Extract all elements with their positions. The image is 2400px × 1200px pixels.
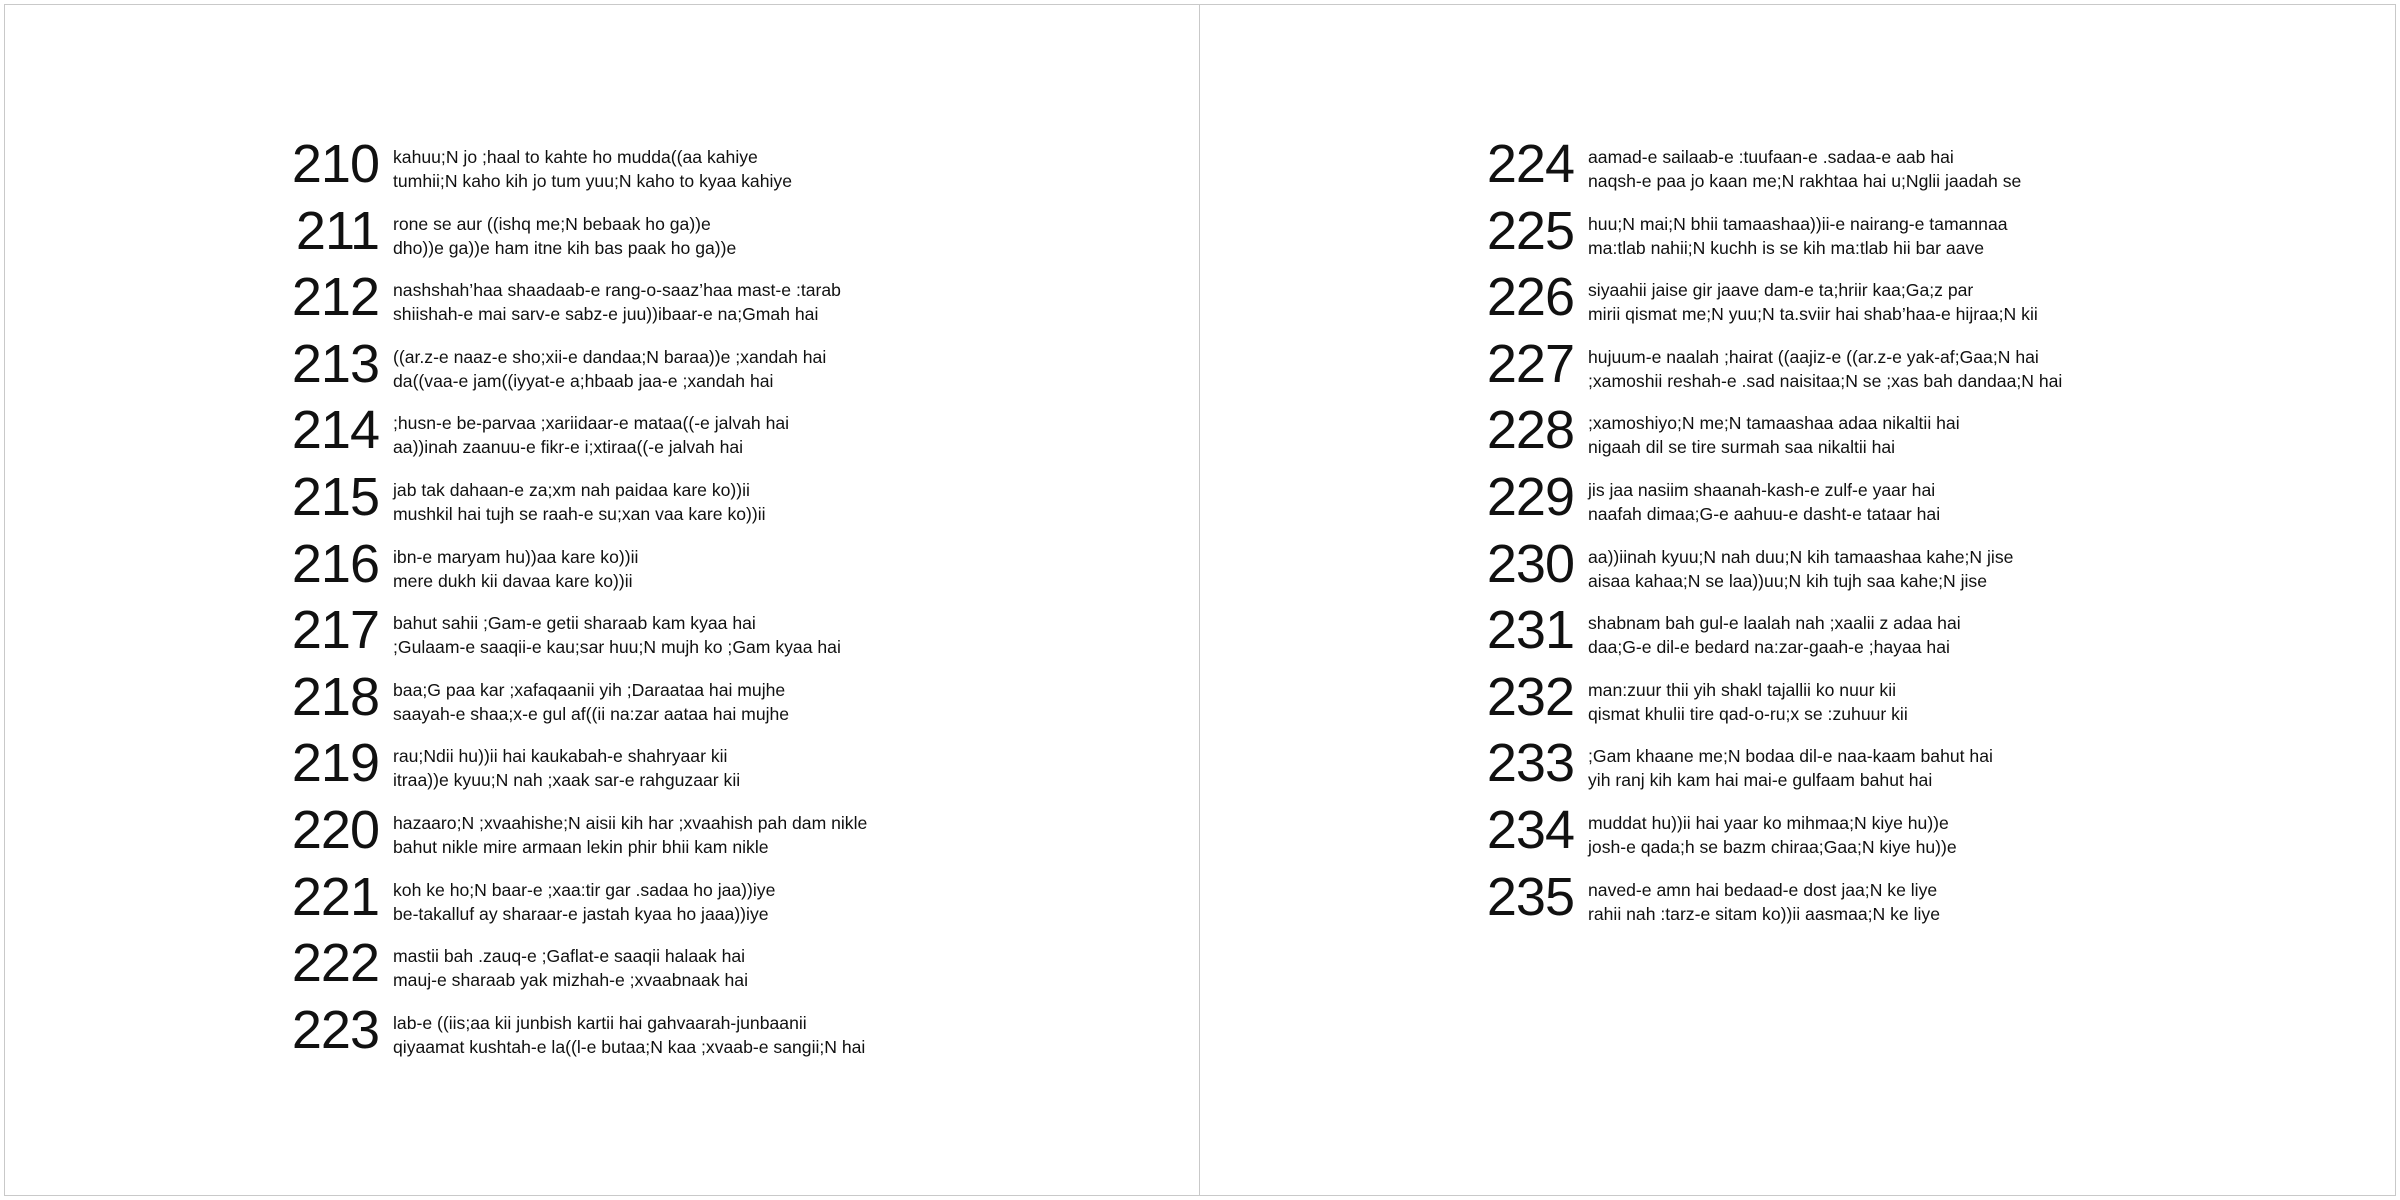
verse-line-1: kahuu;N jo ;haal to kahte ho mudda((aa kahiye [393, 147, 758, 167]
verse-line-2: be-takalluf ay sharaar-e jastah kyaa ho jaaa))iye [393, 903, 769, 924]
verse-line-2: daa;G-e dil-e bedard na:zar-gaah-e ;hayaa hai [1588, 637, 1950, 658]
verse-entry [1480, 600, 2062, 672]
verse-line-1: rau;Ndii hu))ii hai kaukabah-e shahryaar kii [393, 746, 728, 767]
verse-number: 232 [1486, 666, 1574, 727]
verse-line-2: qismat khulii tire qad-o-ru;x se :zuhuur kii [1588, 703, 1908, 724]
verse-entry [1480, 333, 2063, 406]
verse-number: 213 [291, 333, 379, 394]
verse-line-2: mauj-e sharaab yak mizhah-e ;xvaabnaak hai [393, 970, 749, 991]
verse-entry [1480, 733, 2062, 805]
verse-number: 223 [291, 999, 379, 1060]
verse-line-2: tumhii;N kaho kih jo tum yuu;N kaho to kyaa kahiye [393, 171, 792, 191]
verse-line-2: mere dukh kii davaa kare ko))ii [393, 570, 633, 591]
verse-line-1: muddat hu))ii hai yaar ko mihmaa;N kiye hu))e [1588, 812, 1949, 833]
verse-entry [285, 533, 867, 606]
verse-entry [285, 666, 867, 739]
verse-entry [1480, 134, 2062, 206]
verse-entry [285, 799, 868, 872]
verse-line-1: baa;G paa kar ;xafaqaanii yih ;Daraataa hai mujhe [393, 679, 786, 700]
verse-number: 230 [1486, 533, 1574, 594]
verse-number: 215 [291, 466, 379, 527]
verse-line-1: ;xamoshiyo;N me;N tamaashaa adaa nikaltii hai [1588, 413, 1960, 434]
verse-line-1: hujuum-e naalah ;hairat ((aajiz-e ((ar.z-e yak-af;Gaa;N hai [1588, 346, 2039, 367]
verse-line-2: saayah-e shaa;x-e gul af((ii na:zar aataa hai mujhe [393, 703, 790, 724]
verse-number: 210 [291, 134, 379, 194]
verse-entry [1480, 799, 2062, 872]
verse-entry [285, 134, 867, 206]
verse-line-2: ;xamoshii reshah-e .sad naisitaa;N se ;xas bah dandaa;N hai [1588, 370, 2063, 391]
verse-line-2: da((vaa-e jam((iyyat-e a;hbaab jaa-e ;xandah hai [393, 370, 774, 391]
verse-entry [1480, 267, 2062, 339]
left-page [4, 4, 1200, 1196]
verse-line-2: ma:tlab nahii;N kuchh is se kih ma:tlab hii bar aave [1588, 237, 1985, 258]
verse-entry [285, 933, 867, 1005]
verse-line-1: naved-e amn hai bedaad-e dost jaa;N ke liye [1588, 879, 1938, 900]
verse-number: 214 [291, 400, 379, 461]
verse-line-2: josh-e qada;h se bazm chiraa;Gaa;N kiye hu))e [1588, 836, 1957, 857]
verse-entry [1480, 666, 2062, 739]
verse-line-2: mushkil hai tujh se raah-e su;xan vaa kare ko))ii [393, 503, 766, 524]
verse-number: 225 [1486, 200, 1574, 261]
verse-number: 211 [295, 200, 379, 261]
verse-line-2: mirii qismat me;N yuu;N ta.sviir hai shab’haa-e hijraa;N kii [1588, 304, 2038, 325]
verse-number: 226 [1486, 267, 1574, 328]
right-entry-list [1480, 134, 2063, 938]
verse-line-1: shabnam bah gul-e laalah nah ;xaalii z adaa hai [1588, 613, 1961, 634]
verse-line-2: qiyaamat kushtah-e la((l-e butaa;N kaa ;xvaab-e sangii;N hai [393, 1036, 866, 1057]
verse-number: 231 [1486, 600, 1574, 661]
verse-number: 212 [291, 267, 379, 328]
verse-line-2: aa))inah zaanuu-e fikr-e i;xtiraa((-e jalvah hai [393, 437, 744, 458]
verse-number: 227 [1486, 333, 1574, 394]
verse-line-2: aisaa kahaa;N se laa))uu;N kih tujh saa kahe;N jise [1588, 570, 1988, 591]
verse-line-2: rahii nah :tarz-e sitam ko))ii aasmaa;N ke liye [1588, 903, 1940, 924]
verse-number: 219 [291, 733, 379, 794]
verse-entry [1480, 533, 2062, 606]
verse-line-1: man:zuur thii yih shakl tajallii ko nuur kii [1588, 679, 1897, 700]
verse-number: 229 [1486, 466, 1574, 527]
verse-line-2: shiishah-e mai sarv-e sabz-e juu))ibaar-e na;Gmah hai [393, 304, 819, 325]
verse-number: 234 [1486, 799, 1574, 860]
verse-line-1: huu;N mai;N bhii tamaashaa))ii-e nairang-e tamannaa [1588, 213, 2008, 234]
verse-entry [285, 600, 867, 672]
verse-entry [1480, 466, 2062, 539]
verse-line-1: ;Gam khaane me;N bodaa dil-e naa-kaam bahut hai [1588, 746, 1993, 767]
verse-number: 222 [291, 933, 379, 994]
verse-entry [285, 333, 867, 406]
right-page [1199, 4, 2396, 1196]
verse-line-1: bahut sahii ;Gam-e getii sharaab kam kyaa hai [393, 613, 756, 634]
verse-line-2: yih ranj kih kam hai mai-e gulfaam bahut hai [1588, 770, 1933, 791]
verse-line-2: bahut nikle mire armaan lekin phir bhii kam nikle [393, 836, 769, 857]
verse-number: 220 [291, 799, 379, 860]
verse-number: 233 [1486, 733, 1574, 794]
verse-line-1: jab tak dahaan-e za;xm nah paidaa kare ko))ii [393, 479, 750, 500]
verse-number: 224 [1486, 134, 1574, 194]
verse-line-1: mastii bah .zauq-e ;Gaflat-e saaqii halaak hai [393, 946, 746, 967]
verse-line-1: rone se aur ((ishq me;N bebaak ho ga))e [393, 213, 711, 234]
verse-line-2: nigaah dil se tire surmah saa nikaltii hai [1588, 437, 1896, 458]
verse-line-1: hazaaro;N ;xvaahishe;N aisii kih har ;xvaahish pah dam nikle [393, 812, 868, 833]
verse-line-1: jis jaa nasiim shaanah-kash-e zulf-e yaar hai [1588, 479, 1936, 500]
verse-number: 217 [291, 600, 379, 661]
verse-line-1: nashshah’haa shaadaab-e rang-o-saaz’haa mast-e :tarab [393, 280, 841, 301]
verse-entry [1480, 400, 2062, 472]
verse-number: 235 [1486, 866, 1574, 927]
verse-entry [285, 466, 867, 539]
verse-line-1: lab-e ((iis;aa kii junbish kartii hai gahvaarah-junbaanii [393, 1012, 807, 1033]
verse-entry [285, 200, 867, 273]
verse-line-1: ;husn-e be-parvaa ;xariidaar-e mataa((-e jalvah hai [393, 413, 790, 434]
verse-line-1: siyaahii jaise gir jaave dam-e ta;hriir kaa;Ga;z par [1588, 280, 1974, 301]
verse-entry [285, 400, 867, 472]
verse-entry [285, 999, 867, 1072]
verse-line-2: itraa))e kyuu;N nah ;xaak sar-e rahguzaar kii [393, 770, 741, 791]
verse-line-2: naqsh-e paa jo kaan me;N rakhtaa hai u;Nglii jaadah se [1588, 171, 2022, 191]
verse-number: 216 [291, 533, 379, 594]
verse-entry [1480, 866, 2062, 939]
verse-line-2: dho))e ga))e ham itne kih bas paak ho ga))e [393, 237, 737, 258]
verse-entry [285, 733, 867, 805]
verse-line-1: aa))iinah kyuu;N nah duu;N kih tamaashaa kahe;N jise [1588, 546, 2014, 567]
verse-line-2: ;Gulaam-e saaqii-e kau;sar huu;N mujh ko ;Gam kyaa hai [393, 637, 841, 658]
verse-entry [285, 866, 867, 939]
verse-line-1: koh ke ho;N baar-e ;xaa:tir gar .sadaa ho jaa))iye [393, 879, 776, 900]
verse-number: 221 [291, 866, 379, 927]
verse-line-1: ((ar.z-e naaz-e sho;xii-e dandaa;N baraa))e ;xandah hai [393, 346, 827, 367]
verse-entry [285, 267, 867, 339]
verse-line-1: aamad-e sailaab-e :tuufaan-e .sadaa-e aab hai [1588, 147, 1954, 167]
verse-number: 218 [291, 666, 379, 727]
left-entry-list [285, 134, 868, 1071]
verse-line-1: ibn-e maryam hu))aa kare ko))ii [393, 546, 639, 567]
verse-line-2: naafah dimaa;G-e aahuu-e dasht-e tataar hai [1588, 503, 1941, 524]
verse-entry [1480, 200, 2062, 273]
verse-number: 228 [1486, 400, 1574, 461]
